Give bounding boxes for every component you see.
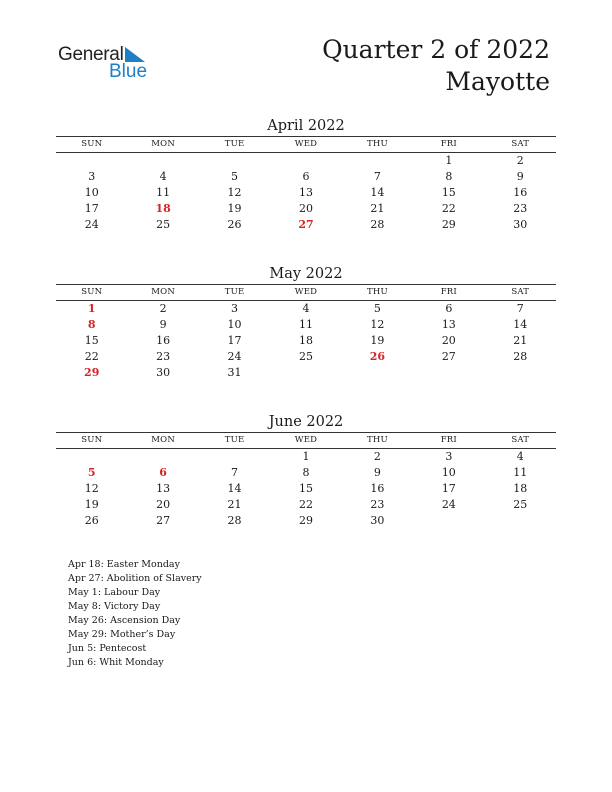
day-cell: 24 [227, 350, 242, 363]
empty-day-cell [56, 153, 127, 169]
empty-day-cell [342, 365, 413, 381]
week-row [56, 169, 556, 185]
week-row [56, 153, 556, 169]
holiday-note: Jun 5: Pentecost [68, 643, 147, 654]
day-cell: 14 [513, 318, 528, 331]
empty-day-cell [56, 449, 127, 465]
day-cell: 17 [227, 334, 242, 347]
empty-day-cell [485, 365, 556, 381]
day-cell: 25 [513, 498, 528, 511]
day-cell: 12 [227, 186, 242, 199]
day-cell: 28 [370, 218, 385, 231]
month-grid [56, 301, 556, 381]
week-row [56, 201, 556, 217]
day-cell: 21 [513, 334, 528, 347]
day-cell: 19 [84, 498, 99, 511]
weekday-header [56, 432, 556, 449]
day-cell: 22 [84, 350, 99, 363]
empty-day-cell [127, 449, 198, 465]
day-cell: 3 [88, 170, 96, 183]
week-row [56, 497, 556, 513]
holiday-day-cell: 6 [159, 466, 167, 479]
day-cell: 9 [373, 466, 381, 479]
day-cell: 9 [159, 318, 167, 331]
month-grid [56, 153, 556, 233]
holiday-day-cell: 26 [369, 350, 386, 363]
day-cell: 6 [445, 302, 453, 315]
holiday-note: May 26: Ascension Day [68, 615, 181, 626]
month-title: June 2022 [268, 414, 344, 430]
week-row [56, 449, 556, 465]
day-cell: 15 [84, 334, 99, 347]
page-title [322, 34, 550, 98]
holiday-day-cell: 8 [87, 318, 96, 331]
weekday-label: THU [366, 435, 388, 445]
week-row [56, 185, 556, 201]
empty-day-cell [270, 365, 341, 381]
week-row [56, 217, 556, 233]
day-cell: 13 [298, 186, 313, 199]
weekday-label: WED [294, 139, 318, 149]
weekday-label: THU [366, 287, 388, 297]
month-june [56, 412, 556, 529]
holiday-note: Apr 27: Abolition of Slavery [68, 573, 202, 584]
day-cell: 5 [231, 170, 239, 183]
weekday-label: THU [366, 139, 388, 149]
day-cell: 23 [513, 202, 528, 215]
weekday-label: SUN [81, 287, 103, 297]
day-cell: 16 [513, 186, 528, 199]
day-cell: 14 [370, 186, 385, 199]
day-cell: 7 [231, 466, 239, 479]
day-cell: 18 [298, 334, 313, 347]
week-row [56, 513, 556, 529]
quarter-title: Quarter 2 of 2022 [322, 35, 550, 64]
weekday-label: FRI [440, 287, 457, 297]
week-row [56, 349, 556, 365]
week-row [56, 333, 556, 349]
weekday-label: FRI [440, 435, 457, 445]
weekday-label: SUN [81, 139, 103, 149]
holiday-day-cell: 5 [87, 466, 96, 479]
logo-text-general: General [58, 44, 124, 65]
day-cell: 2 [159, 302, 167, 315]
day-cell: 22 [298, 498, 313, 511]
holiday-note: May 8: Victory Day [68, 601, 161, 612]
holiday-note: May 29: Mother’s Day [68, 629, 176, 640]
holiday-list [68, 558, 202, 670]
empty-day-cell [413, 365, 484, 381]
holiday-day-cell: 1 [87, 302, 96, 315]
empty-day-cell [485, 513, 556, 529]
day-cell: 7 [373, 170, 381, 183]
month-grid [56, 449, 556, 529]
weekday-label: SAT [511, 287, 530, 297]
day-cell: 2 [516, 154, 524, 167]
day-cell: 28 [513, 350, 528, 363]
day-cell: 11 [513, 466, 528, 479]
week-row [56, 365, 556, 381]
month-title: May 2022 [269, 266, 343, 282]
empty-day-cell [270, 153, 341, 169]
day-cell: 13 [441, 318, 456, 331]
day-cell: 6 [302, 170, 310, 183]
holiday-day-cell: 29 [84, 366, 100, 379]
holiday-note: May 1: Labour Day [68, 587, 161, 598]
day-cell: 27 [441, 350, 456, 363]
day-cell: 11 [298, 318, 313, 331]
logo-text-blue: Blue [109, 61, 148, 82]
empty-day-cell [199, 153, 270, 169]
weekday-label: SAT [511, 435, 530, 445]
day-cell: 19 [370, 334, 385, 347]
holiday-day-cell: 18 [155, 202, 171, 215]
day-cell: 15 [441, 186, 456, 199]
day-cell: 8 [445, 170, 453, 183]
day-cell: 14 [227, 482, 242, 495]
day-cell: 21 [370, 202, 385, 215]
day-cell: 10 [227, 318, 242, 331]
day-cell: 20 [156, 498, 171, 511]
day-cell: 27 [156, 514, 171, 527]
empty-day-cell [127, 153, 198, 169]
weekday-label: MON [151, 287, 175, 297]
day-cell: 30 [513, 218, 528, 231]
weekday-header [56, 136, 556, 153]
holiday-day-cell: 27 [298, 218, 314, 231]
weekday-label: MON [151, 139, 175, 149]
weekday-label: SUN [81, 435, 103, 445]
day-cell: 30 [370, 514, 385, 527]
week-row [56, 301, 556, 317]
day-cell: 4 [159, 170, 167, 183]
day-cell: 7 [516, 302, 524, 315]
day-cell: 10 [441, 466, 456, 479]
day-cell: 28 [227, 514, 242, 527]
weekday-label: WED [294, 287, 318, 297]
day-cell: 23 [156, 350, 171, 363]
day-cell: 22 [441, 202, 456, 215]
empty-day-cell [413, 513, 484, 529]
week-row [56, 317, 556, 333]
day-cell: 1 [445, 154, 453, 167]
day-cell: 24 [84, 218, 99, 231]
month-may [56, 264, 556, 381]
day-cell: 5 [373, 302, 381, 315]
day-cell: 12 [84, 482, 99, 495]
month-april [56, 116, 556, 233]
weekday-header [56, 284, 556, 301]
day-cell: 31 [227, 366, 242, 379]
day-cell: 21 [227, 498, 242, 511]
day-cell: 18 [513, 482, 528, 495]
day-cell: 13 [156, 482, 171, 495]
empty-day-cell [199, 449, 270, 465]
day-cell: 3 [231, 302, 239, 315]
week-row [56, 465, 556, 481]
weekday-label: TUE [224, 435, 245, 445]
weekday-label: FRI [440, 139, 457, 149]
day-cell: 26 [84, 514, 99, 527]
empty-day-cell [342, 153, 413, 169]
day-cell: 4 [302, 302, 310, 315]
weekday-label: MON [151, 435, 175, 445]
month-title: April 2022 [267, 118, 345, 134]
weekday-label: SAT [511, 139, 530, 149]
day-cell: 17 [84, 202, 99, 215]
day-cell: 20 [441, 334, 456, 347]
holiday-note: Jun 6: Whit Monday [68, 657, 164, 668]
day-cell: 3 [445, 450, 453, 463]
day-cell: 15 [298, 482, 313, 495]
day-cell: 9 [516, 170, 524, 183]
day-cell: 25 [298, 350, 313, 363]
day-cell: 19 [227, 202, 242, 215]
day-cell: 4 [516, 450, 524, 463]
day-cell: 16 [370, 482, 385, 495]
week-row [56, 481, 556, 497]
day-cell: 11 [156, 186, 171, 199]
day-cell: 12 [370, 318, 385, 331]
holiday-note: Apr 18: Easter Monday [68, 559, 180, 570]
day-cell: 16 [156, 334, 171, 347]
day-cell: 23 [370, 498, 385, 511]
weekday-label: TUE [224, 139, 245, 149]
day-cell: 26 [227, 218, 242, 231]
day-cell: 8 [302, 466, 310, 479]
day-cell: 1 [302, 450, 310, 463]
generalblue-logo [58, 44, 168, 84]
weekday-label: WED [294, 435, 318, 445]
day-cell: 29 [298, 514, 313, 527]
day-cell: 25 [156, 218, 171, 231]
day-cell: 17 [441, 482, 456, 495]
day-cell: 10 [84, 186, 99, 199]
country-title: Mayotte [445, 67, 550, 96]
day-cell: 30 [156, 366, 171, 379]
day-cell: 29 [441, 218, 456, 231]
day-cell: 20 [298, 202, 313, 215]
day-cell: 2 [373, 450, 381, 463]
day-cell: 24 [441, 498, 456, 511]
weekday-label: TUE [224, 287, 245, 297]
